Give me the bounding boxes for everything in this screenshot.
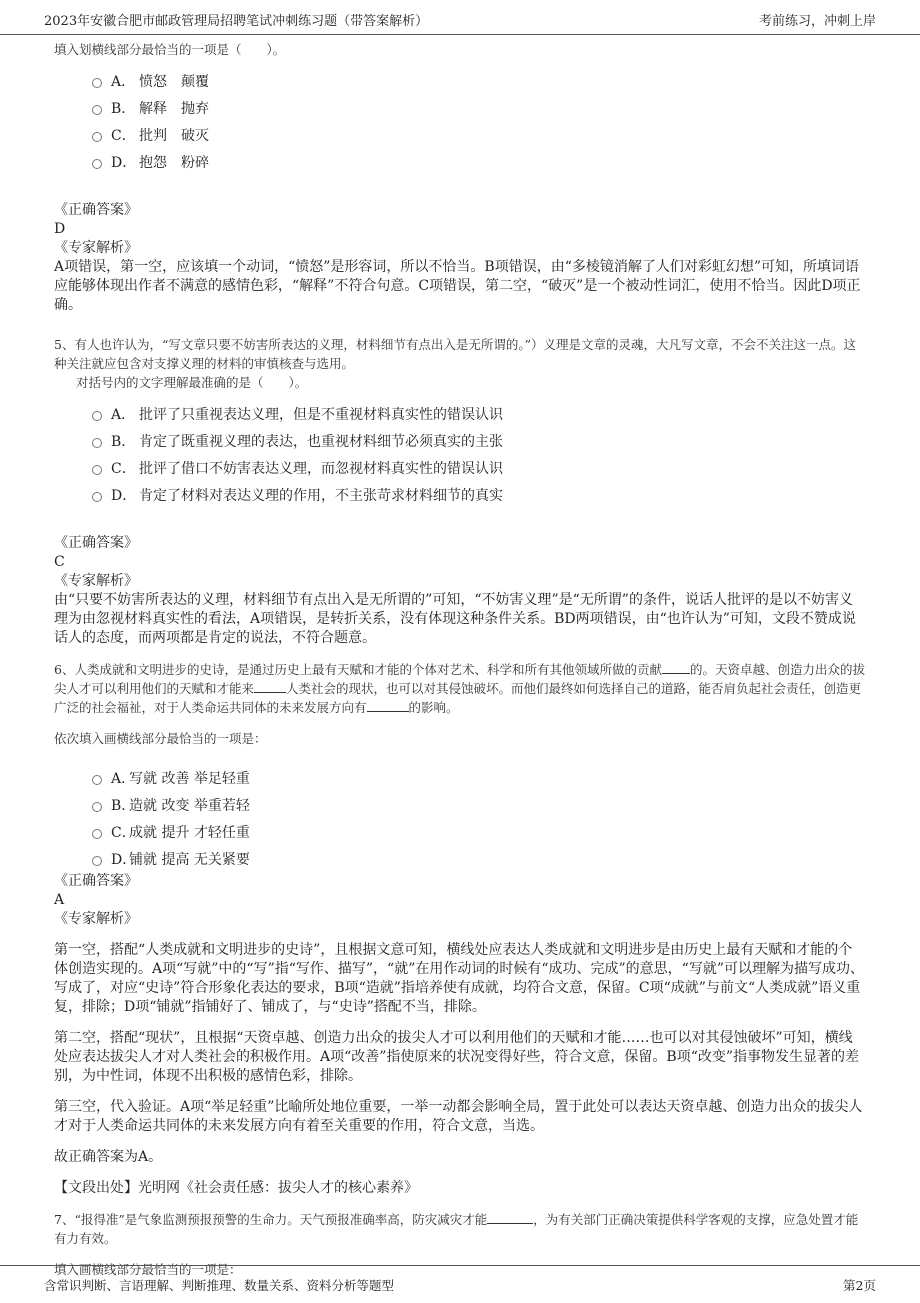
radio-button-icon[interactable]	[92, 775, 102, 785]
q5-prompt: 对括号内的文字理解最准确的是（ ）。	[76, 375, 308, 390]
page-number: 第2页	[843, 1278, 876, 1293]
fill-blank	[254, 680, 286, 693]
q6-answer: A	[54, 892, 65, 908]
radio-button-icon[interactable]	[92, 492, 102, 502]
q6-answer-label: 《正确答案》	[54, 873, 138, 889]
q6-option-d[interactable]: D． 铺就 提高 无关紧要	[92, 845, 866, 872]
q4-option-b[interactable]: B． 解释 抛弃	[92, 94, 866, 121]
q6-prompt: 依次填入画横线部分最恰当的一项是：	[54, 731, 267, 746]
q6-analysis-p3: 第三空，代入验证。A项“举足轻重”比喻所处地位重要，一举一动都会影响全局，置于此处可以表达天资卓越、创造力出众的拔尖人才对于人类命运共同体的未来发展方向有着至关重要的作用，符合文意，当选。	[54, 1099, 863, 1134]
radio-button-icon[interactable]	[92, 829, 102, 839]
q6-options	[92, 764, 866, 872]
page-header	[0, 0, 920, 35]
q4-options	[92, 67, 866, 175]
q5-option-a[interactable]: A． 批评了只重视表达义理，但是不重视材料真实性的错误认识	[92, 400, 866, 427]
q5-analysis-label: 《专家解析》	[54, 573, 138, 589]
q5-option-b[interactable]: B． 肯定了既重视义理的表达，也重视材料细节必须真实的主张	[92, 427, 866, 454]
q4-analysis: A项错误，第一空，应该填一个动词，“愤怒”是形容词，所以不恰当。B项错误，由“多棱镜消解了人们对彩虹幻想”可知，所填词语应能够体现出作者不满意的感情色彩，“解释”不符合句意。C项错误，第二空，“破灭”是一个被动性词汇，使用不恰当。因此D项正确。	[54, 259, 861, 313]
q4-answer-label: 《正确答案》	[54, 202, 138, 218]
radio-button-icon[interactable]	[92, 159, 102, 169]
q5-option-d[interactable]: D． 肯定了材料对表达义理的作用，不主张苛求材料细节的真实	[92, 481, 866, 508]
footer-topics: 含常识判断、言语理解、判断推理、数量关系、资料分析等题型	[44, 1278, 395, 1293]
q5-option-c[interactable]: C． 批评了借口不妨害表达义理，而忽视材料真实性的错误认识	[92, 454, 866, 481]
radio-button-icon[interactable]	[92, 132, 102, 142]
fill-blank	[662, 661, 690, 674]
radio-button-icon[interactable]	[92, 856, 102, 866]
radio-button-icon[interactable]	[92, 105, 102, 115]
q5-options	[92, 400, 866, 508]
q5-answer-label: 《正确答案》	[54, 535, 138, 551]
header-motto: 考前练习，冲刺上岸	[758, 14, 876, 29]
fill-blank	[367, 699, 409, 712]
q4-prompt: 填入划横线部分最恰当的一项是（ ）。	[54, 42, 286, 57]
q6-option-b[interactable]: B． 造就 改变 举重若轻	[92, 791, 866, 818]
q4-analysis-label: 《专家解析》	[54, 240, 138, 256]
q6-source: 【文段出处】光明网《社会责任感：拔尖人才的核心素养》	[54, 1180, 418, 1196]
q4-answer: D	[54, 221, 66, 237]
page-content	[54, 40, 866, 1279]
radio-button-icon[interactable]	[92, 438, 102, 448]
q6-analysis-label: 《专家解析》	[54, 911, 138, 927]
page-footer	[0, 1265, 920, 1303]
q6-analysis-p1: 第一空，搭配“人类成就和文明进步的史诗”，且根据文意可知，横线处应表达人类成就和文明进步是由历史上最有天赋和才能的个体创造实现的。A项“写就”中的“写”指“写作、描写”，“就”在用作动词的时候有“成功、完成”的意思，“写就”可以理解为描写成功、写成了，对应“史诗”符合形象化表达的要求，B项“造就”指培养使有成就，均符合文意，保留。C项“成就”与前文“人类成就”语义重复，排除；D项“铺就”指铺好了、铺成了，与“史诗”搭配不当，排除。	[54, 942, 864, 1015]
q6-conclusion: 故正确答案为A。	[54, 1149, 163, 1165]
radio-button-icon[interactable]	[92, 465, 102, 475]
q5-analysis: 由“只要不妨害所表达的义理，材料细节有点出入是无所谓的”可知，“不妨害义理”是“无所谓”的条件，说话人批评的是以不妨害义理为由忽视材料真实性的看法，A项错误，是转折关系，没有体现这种条件关系。BD两项错误，由“也许认为”可知，文段不赞成说话人的态度，而两项都是肯定的说法，不符合题意。	[54, 592, 856, 646]
q6-analysis-p2: 第二空，搭配“现状”，且根据“天资卓越、创造力出众的拔尖人才可以利用他们的天赋和才能……也可以对其侵蚀破坏”可知，横线处应表达拔尖人才对人类社会的积极作用。A项“改善”指使原来的状况变得好些，符合文意，保留。B项“改变”指事物发生显著的差别，为中性词，体现不出积极的感情色彩，排除。	[54, 1030, 860, 1084]
q6-stem: 6、人类成就和文明进步的史诗，是通过历史上最有天赋和才能的个体对艺术、科学和所有其他领域所做的贡献 的。天资卓越、创造力出众的拔尖人才可以利用他们的天赋和才能来 人类社会的现状，也可以对其侵蚀破坏。而他们最终如何选择自己的道路，能否肩负起社会责任，创造更广泛的社会福祉，对于人类命运共同体的未来发展方向有 的影响。	[54, 662, 865, 715]
q5-answer: C	[54, 554, 65, 570]
radio-button-icon[interactable]	[92, 78, 102, 88]
q4-option-c[interactable]: C． 批判 破灭	[92, 121, 866, 148]
q7-prompt: 填入画横线部分最恰当的一项是：	[54, 1262, 242, 1277]
q6-option-a[interactable]: A． 写就 改善 举足轻重	[92, 764, 866, 791]
radio-button-icon[interactable]	[92, 411, 102, 421]
q7-stem: 7、“报得准”是气象监测预报预警的生命力。天气预报准确率高，防灾减灾才能 ，为有关部门正确决策提供科学客观的支撑，应急处置才能有力有效。	[54, 1212, 859, 1246]
document-title: 2023年安徽合肥市邮政管理局招聘笔试冲刺练习题（带答案解析）	[44, 14, 429, 29]
fill-blank	[487, 1211, 533, 1224]
radio-button-icon[interactable]	[92, 802, 102, 812]
q4-option-a[interactable]: A． 愤怒 颠覆	[92, 67, 866, 94]
q5-stem: 5、有人也许认为，“写文章只要不妨害所表达的义理，材料细节有点出入是无所谓的。”）义理是文章的灵魂，大凡写文章，不会不关注这一点。这种关注就应包含对支撑义理的材料的审慎核查与选用。	[54, 337, 856, 371]
q6-option-c[interactable]: C． 成就 提升 才轻任重	[92, 818, 866, 845]
q4-option-d[interactable]: D． 抱怨 粉碎	[92, 148, 866, 175]
